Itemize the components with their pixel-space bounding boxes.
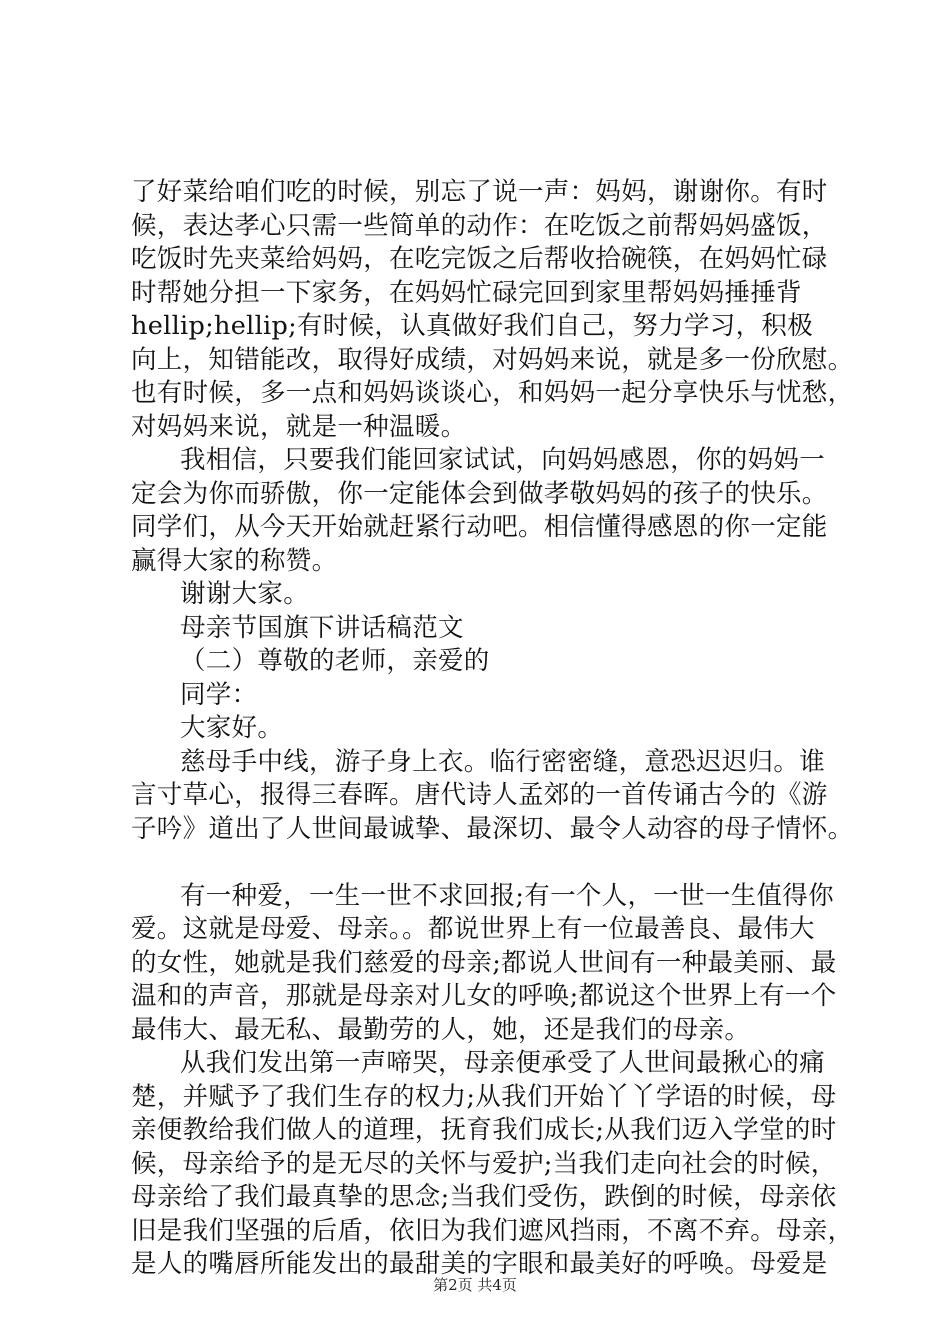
text-line: 吃饭时先夹菜给妈妈，在吃完饭之后帮收拾碗筷，在妈妈忙碌 xyxy=(131,244,828,274)
page-number-footer: 第2页 共4页 xyxy=(433,1276,517,1294)
closing-line: 谢谢大家。 xyxy=(180,579,310,609)
text-line: 温和的声音，那就是母亲对儿女的呼唤;都说这个世界上有一个 xyxy=(131,981,837,1011)
text-line: 是人的嘴唇所能发出的最甜美的字眼和最美好的呼唤。母爱是 xyxy=(131,1249,828,1279)
paragraph-start-line: 我相信，只要我们能回家试试，向妈妈感恩，你的妈妈一 xyxy=(180,445,826,475)
text-line: 母亲给了我们最真挚的思念;当我们受伤，跌倒的时候，母亲依 xyxy=(131,1182,837,1212)
salutation-line: （二）尊敬的老师，亲爱的 xyxy=(180,646,490,676)
text-line: 候，表达孝心只需一些简单的动作：在吃饭之前帮妈妈盛饭， xyxy=(131,210,828,241)
paragraph-start-line: 有一种爱，一生一世不求回报;有一个人，一世一生值得你 xyxy=(180,880,834,911)
text-line: hellip;hellip;有时候，认真做好我们自己，努力学习，积极 xyxy=(131,311,813,341)
paragraph-start-line: 慈母手中线，游子身上衣。临行密密缝，意恐迟迟归。谁 xyxy=(180,746,826,777)
text-line: 也有时候，多一点和妈妈谈谈心，和妈妈一起分享快乐与忧愁， xyxy=(131,378,854,408)
text-line: 爱。这就是母爱、母亲。。都说世界上有一位最善良、最伟大 xyxy=(131,914,815,944)
text-line: 赢得大家的称赞。 xyxy=(131,545,338,576)
text-line: 亲便教给我们做人的道理，抚育我们成长;从我们迈入学堂的时 xyxy=(131,1115,837,1145)
salutation-line: 同学： xyxy=(180,679,258,710)
text-line: 定会为你而骄傲，你一定能体会到做孝敬妈妈的孩子的快乐。 xyxy=(131,478,828,509)
text-line: 时帮她分担一下家务，在妈妈忙碌完回到家里帮妈妈捶捶背 xyxy=(131,277,802,308)
text-line: 子吟》道出了人世间最诚挚、最深切、最令人动容的母子情怀。 xyxy=(131,813,854,844)
paragraph-start-line: 从我们发出第一声啼哭，母亲便承受了人世间最揪心的痛 xyxy=(180,1048,826,1078)
greeting-line: 大家好。 xyxy=(180,713,284,743)
text-line: 候，母亲给予的是无尽的关怀与爱护;当我们走向社会的时候， xyxy=(131,1148,837,1179)
section-title: 母亲节国旗下讲话稿范文 xyxy=(180,612,464,643)
text-line: 的女性，她就是我们慈爱的母亲;都说人世间有一种最美丽、最 xyxy=(131,947,837,978)
document-body xyxy=(131,176,854,1282)
text-line: 最伟大、最无私、最勤劳的人，她，还是我们的母亲。 xyxy=(131,1014,751,1045)
text-line: 言寸草心，报得三春晖。唐代诗人孟郊的一首传诵古今的《游 xyxy=(131,780,828,810)
text-line: 向上，知错能改，取得好成绩，对妈妈来说，就是多一份欣慰。 xyxy=(131,344,854,375)
text-line: 同学们，从今天开始就赶紧行动吧。相信懂得感恩的你一定能 xyxy=(131,512,828,542)
text-line: 楚，并赋予了我们生存的权力;从我们开始丫丫学语的时候，母 xyxy=(131,1081,837,1112)
blank-line xyxy=(131,846,841,880)
text-line: 对妈妈来说，就是一种温暖。 xyxy=(131,411,467,442)
text-line: 旧是我们坚强的后盾，依旧为我们遮风挡雨，不离不弃。母亲， xyxy=(131,1215,854,1246)
text-line: 了好菜给咱们吃的时候，别忘了说一声：妈妈，谢谢你。有时 xyxy=(131,177,828,207)
